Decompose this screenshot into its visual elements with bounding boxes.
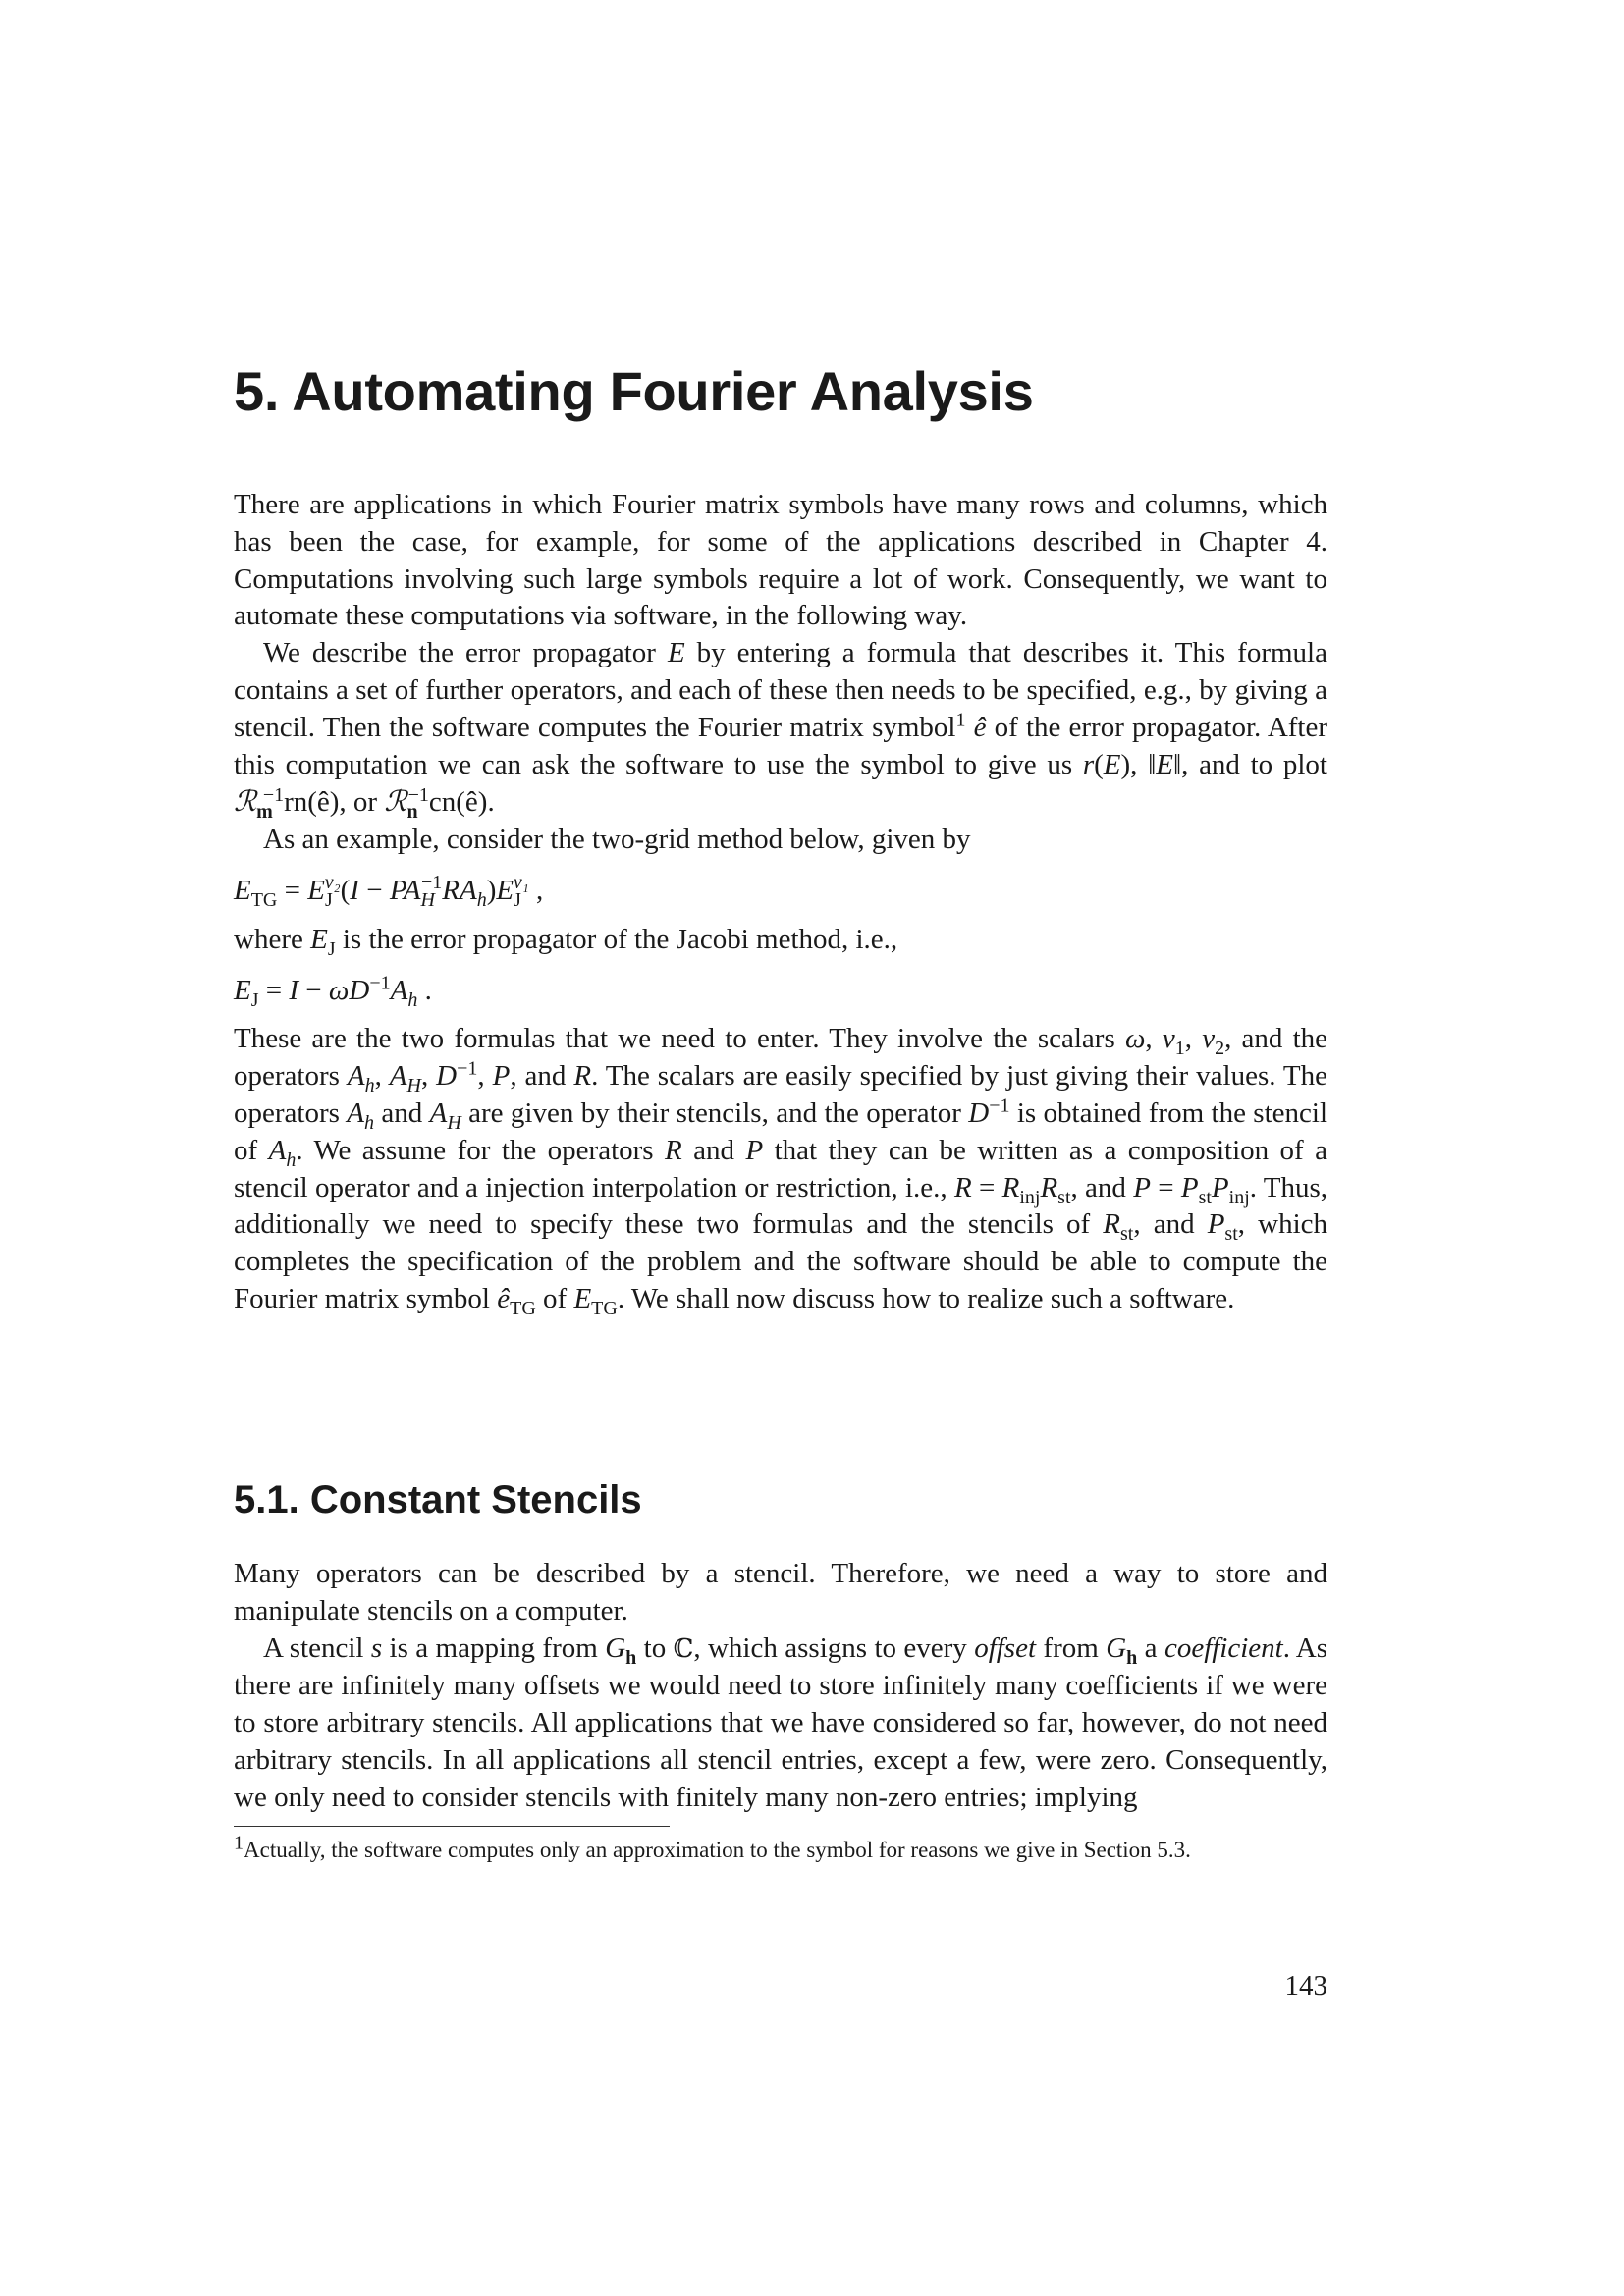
page-number: 143	[1284, 1970, 1327, 2002]
footnote	[234, 1832, 1191, 1865]
section-paragraph-2: A stencil s is a mapping from $G_h$ to ℂ, which assigns to every offset from $G_h$ a coefficient. As there are infinitely many offsets we would need to store infinitely many coefficients if we were to store arbitrary stencils. All applications that we have considered so far, however, do not need arbitrary stencils. In all applications all stencil entries, except a few, were zero. Consequently, we only need to consider stencils with finitely many non-zero entries; implying	[234, 1631, 1328, 1813]
intro-paragraph-5: These are the two formulas that we need to enter. They involve the scalars ω, $\nu_1$, $\nu_2$, and the operators $A_h$, $A_H$, $D^{-1}$, P, and R. The scalars are easily specified by just giving their values. The operators $A_h$ and $A_H$ are given by their stencils, and the operator $D^{-1}$ is obtained from the stencil of $A_h$. We assume for the operators R and P that they can be written as a composition of a stencil operator and a injection interpolation or restriction, i.e., $R = R_{inj}R_{st}$, and $P = P_{st}P_{inj}$. Thus, additionally we need to specify these two formulas and the stencils of $R_{st}$, and $P_{st}$, which completes the specification of the problem and the software should be able to compute the Fourier matrix symbol $ê_{TG}$ of $E_{TG}$. We shall now discuss how to realize such a software.	[234, 1023, 1328, 1319]
section-title: 5.1. Constant Stencils	[234, 1478, 642, 1522]
equation-two-grid: $E_{TG} = E_J^{\nu_2}(I - PA_H^{-1}RA_h)E_J^{\nu_1}$ ,	[234, 872, 544, 911]
equation-jacobi: $E_J = I - \omega D^{-1}A_h$ .	[234, 971, 432, 1011]
chapter-title: 5. Automating Fourier Analysis	[234, 360, 1034, 422]
footnote-marker: 1	[234, 1832, 244, 1854]
footnote-rule	[234, 1826, 670, 1827]
intro-text	[234, 487, 1327, 1318]
intro-paragraph-4: where $E_J$ is the error propagator of the Jacobi method, i.e.,	[234, 923, 898, 960]
section-text	[234, 1556, 1327, 1817]
section-paragraph-1: Many operators can be described by a stencil. Therefore, we need a way to store and manipulate stencils on a computer.	[234, 1558, 1327, 1627]
footnote-ref[interactable]: 1	[955, 709, 966, 731]
intro-paragraph-1: There are applications in which Fourier matrix symbols have many rows and columns, which has been the case, for example, for some of the applications described in Chapter 4. Computations involving such large symbols require a lot of work. Consequently, we want to automate these computations via software, in the following way.	[234, 489, 1327, 632]
intro-paragraph-2: We describe the error propagator E by entering a formula that describes it. This formula contains a set of further operators, and each of these then needs to be specified, e.g., by giving a stencil. Then the software computes the Fourier matrix symbol$^1$ ê of the error propagator. After this computation we can ask the software to use the symbol to give us r(E), ‖E‖, and to plot ℛ$_m^{-1}$rn(ê), or ℛ$_n^{-1}$cn(ê).	[234, 637, 1328, 824]
footnote-text: Actually, the software computes only an approximation to the symbol for reasons we give in Section 5.3.	[244, 1838, 1191, 1862]
intro-paragraph-3: As an example, consider the two-grid method below, given by	[263, 824, 971, 856]
